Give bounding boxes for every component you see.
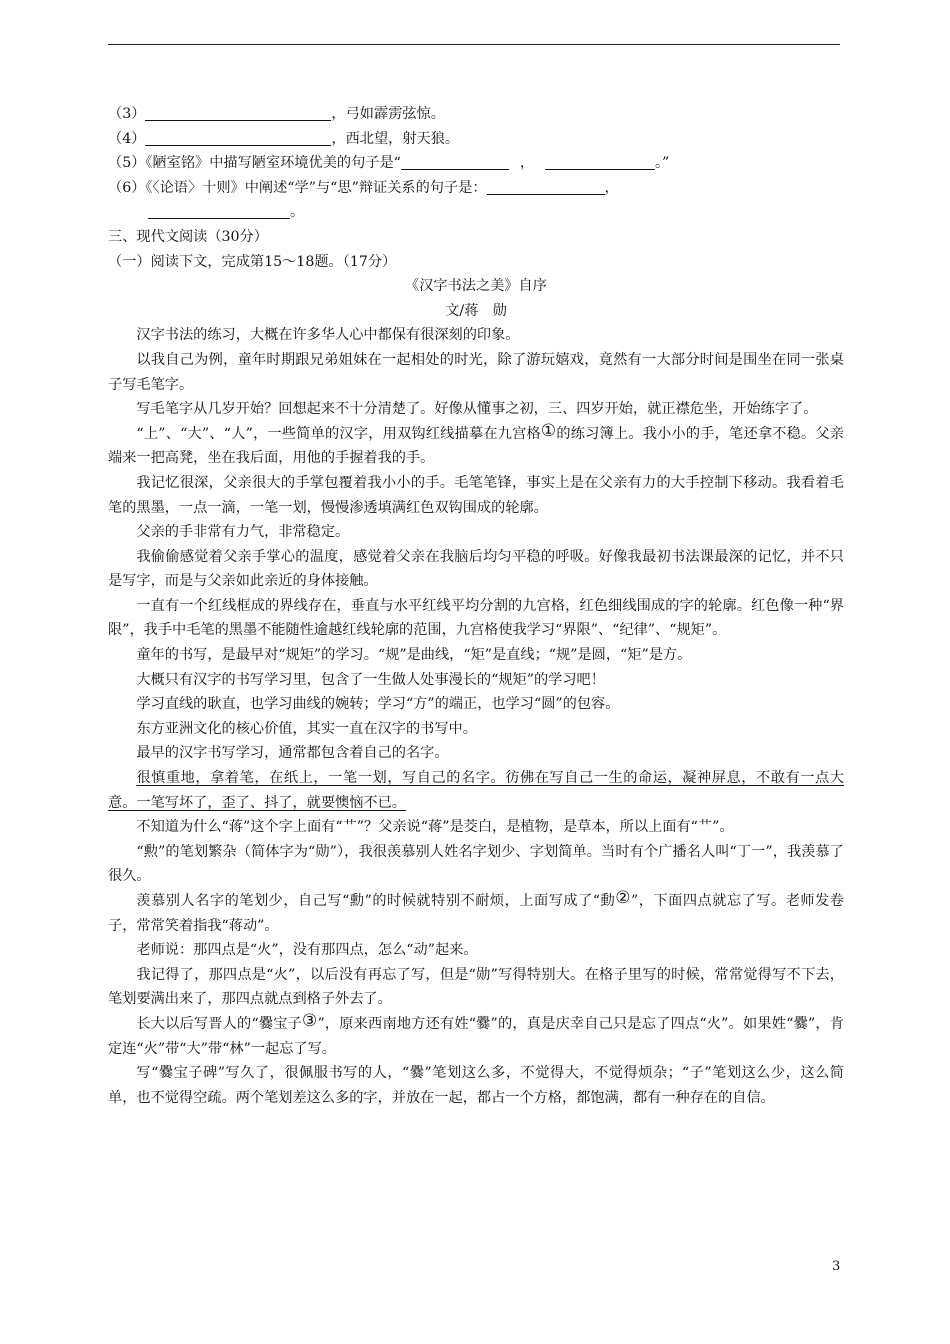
header-rule bbox=[108, 44, 840, 45]
answer-blank-5b[interactable] bbox=[545, 153, 655, 170]
question-6-cont: 。 bbox=[108, 200, 844, 225]
question-5: （5）《陋室铭》中描写陋室环境优美的句子是“ ， 。” bbox=[108, 155, 670, 172]
paragraph: 一直有一个红线框成的界线存在，垂直与水平红线平均分割的九宫格，红色细线围成的字的轮廓。红色像一种“界限”，我手中毛笔的黑墨不能随性逾越红线轮廓的范围，九宫格使我学习“界限”、“纪律”、“规矩”。 bbox=[108, 597, 844, 639]
paragraph: 汉字书法的练习，大概在许多华人心中都保有很深刻的印象。 bbox=[136, 327, 520, 344]
section-title: 三、现代文阅读（30分） bbox=[108, 228, 268, 245]
paragraph: 父亲的手非常有力气，非常稳定。 bbox=[136, 524, 350, 541]
paragraph: 最早的汉字书写学习，通常都包含着自己的名字。 bbox=[136, 745, 449, 762]
paragraph: 东方亚洲文化的核心价值，其实一直在汉字的书写中。 bbox=[136, 720, 477, 737]
question-3: （3） ，弓如霹雳弦惊。 bbox=[108, 106, 445, 122]
paragraph: 学习直线的耿直，也学习曲线的婉转；学习“方”的端正，也学习“圆”的包容。 bbox=[136, 696, 620, 713]
document-page bbox=[108, 102, 844, 1110]
answer-blank-3[interactable] bbox=[145, 104, 331, 121]
underlined-paragraph: 很慎重地，拿着笔，在纸上，一笔一划，写自己的名字。彷佛在写自己一生的命运，凝神屏息，不敢有一点大意。一笔写坏了，歪了、抖了，就要懊恼不已。 bbox=[108, 770, 844, 811]
answer-blank-4[interactable] bbox=[145, 129, 331, 146]
paragraph: “上”、“大”、“人”，一些简单的汉字，用双钩红线描摹在九宫格①的练习簿上。我小小的手，笔还拿不稳。父亲端来一把高凳，坐在我后面，用他的手握着我的手。 bbox=[108, 420, 844, 467]
article-title: 《汉字书法之美》自序 bbox=[405, 278, 547, 295]
paragraph: 羡慕别人名字的笔划少，自己写“勳”的时候就特别不耐烦，上面写成了“動②”，下面四点就忘了写。老师发卷子，常常笑着指我“蒋动”。 bbox=[108, 888, 844, 934]
paragraph: 长大以后写晋人的“爨宝子③”，原来西南地方还有姓“爨”的，真是庆幸自己只是忘了四点“火”。如果姓“爨”，肯定连“火”带“大”带“林”一起忘了写。 bbox=[108, 1010, 844, 1057]
footnote-marker: ② bbox=[615, 888, 631, 908]
paragraph: 我偷偷感觉着父亲手掌心的温度，感觉着父亲在我脑后均匀平稳的呼吸。好像我最初书法课最深的记忆，并不只是写字，而是与父亲如此亲近的身体接触。 bbox=[108, 548, 844, 590]
footnote-marker: ③ bbox=[302, 1010, 318, 1031]
paragraph: 写“爨宝子碑”写久了，很佩服书写的人，“爨”笔划这么多，不觉得大，不觉得烦杂；“子”笔划这么少，这么简单，也不觉得空疏。两个笔划差这么多的字，并放在一起，都占一个方格，都饱满，都有一种存在的自信。 bbox=[108, 1065, 844, 1106]
answer-blank-6a[interactable] bbox=[487, 178, 605, 195]
paragraph: 不知道为什么“蒋”这个字上面有“艹”？父亲说“蒋”是茭白，是植物，是草本，所以上面有“艹”。 bbox=[136, 819, 734, 836]
footnote-marker: ① bbox=[540, 420, 557, 441]
answer-blank-6b[interactable] bbox=[148, 202, 290, 219]
paragraph: 写毛笔字从几岁开始？回想起来不十分清楚了。好像从懂事之初，三、四岁开始，就正襟危坐，开始练字了。 bbox=[136, 401, 818, 418]
page-number: 3 bbox=[832, 1259, 841, 1274]
paragraph: “勲”的笔划繁杂（简体字为“勋”），我很羡慕别人姓名字划少、字划简单。当时有个广播名人叫“丁一”，我羡慕了很久。 bbox=[108, 843, 844, 885]
answer-blank-5a[interactable] bbox=[401, 153, 509, 170]
paragraph: 童年的书写，是最早对“规矩”的学习。“规”是曲线，“矩”是直线；“规”是圆，“矩”是方。 bbox=[136, 647, 692, 664]
paragraph: 我记忆很深，父亲很大的手掌包覆着我小小的手。毛笔笔锋，事实上是在父亲有力的大手控制下移动。我看着毛笔的黑墨，一点一滴，一笔一划，慢慢渗透填满红色双钩围成的轮廓。 bbox=[108, 474, 844, 516]
paragraph: 老师说：那四点是“火”，没有那四点，怎么“动”起来。 bbox=[136, 942, 478, 959]
question-4: （4） ，西北望，射天狼。 bbox=[108, 130, 460, 147]
question-6: （6）《〈论语〉十则》中阐述“学”与“思”辩证关系的句子是： ， bbox=[108, 179, 619, 196]
paragraph: 以我自己为例，童年时期跟兄弟姐妹在一起相处的时光，除了游玩嬉戏，竟然有一大部分时间是围坐在同一张桌子写毛笔字。 bbox=[108, 351, 844, 393]
paragraph: 我记得了，那四点是“火”，以后没有再忘了写，但是“勋”写得特别大。在格子里写的时候，常常觉得写不下去，笔划要满出来了，那四点就点到格子外去了。 bbox=[108, 966, 844, 1008]
paragraph: 大概只有汉字的书写学习里，包含了一生做人处事漫长的“规矩”的学习吧！ bbox=[136, 671, 605, 688]
sub-title: （一）阅读下文，完成第15～18题。（17分） bbox=[108, 253, 397, 270]
article-author: 文/蒋 勋 bbox=[445, 302, 507, 319]
